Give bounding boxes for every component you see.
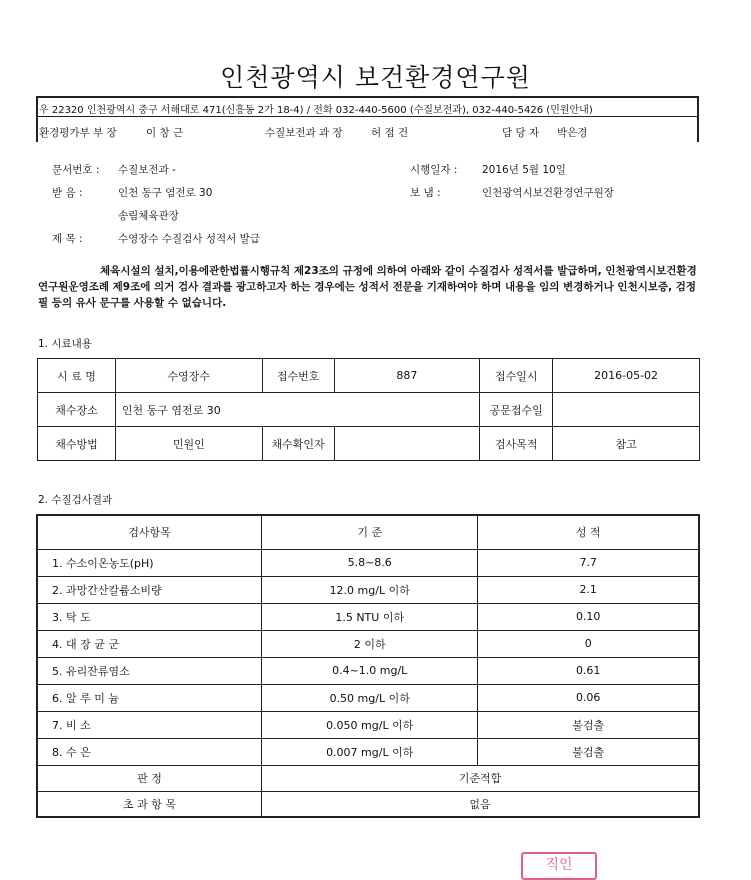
subject-label: 제 목 : xyxy=(52,233,83,245)
cell: 수영장수 xyxy=(115,359,262,393)
judgement-label: 판 정 xyxy=(37,765,262,791)
col-header: 검사항목 xyxy=(37,515,262,549)
sender-label: 보 냄 : xyxy=(410,187,441,199)
cell: 검사목적 xyxy=(480,427,553,461)
col-header: 기 준 xyxy=(262,515,478,549)
cell: 인천 동구 염전로 30 xyxy=(115,393,479,427)
table-row-result: 0.06 xyxy=(478,684,699,711)
staff-role-2: 수질보전과 과 장 xyxy=(265,127,343,139)
table-row-standard: 0.007 mg/L 이하 xyxy=(262,738,478,765)
cell: 접수번호 xyxy=(262,359,334,393)
cell: 접수일시 xyxy=(480,359,553,393)
sample-info-table xyxy=(37,358,700,461)
cell xyxy=(334,427,480,461)
recipient-value-2: 송림체육관장 xyxy=(118,210,179,222)
table-row-standard: 0.4~1.0 mg/L xyxy=(262,657,478,684)
sender-value: 인천광역시보건환경연구원장 xyxy=(482,187,614,199)
doc-no-label: 문서번호 : xyxy=(52,164,100,176)
cell: 공문접수일 xyxy=(480,393,553,427)
table-row-item: 3. 탁 도 xyxy=(37,603,262,630)
subject-value: 수영장수 수질검사 성적서 발급 xyxy=(118,233,260,245)
recipient-value: 인천 동구 염전로 30 xyxy=(118,187,213,199)
staff-role-1: 환경평가부 부 장 xyxy=(39,127,117,139)
section2-heading: 2. 수질검사결과 xyxy=(38,494,113,506)
exceed-label: 초 과 항 목 xyxy=(37,791,262,817)
table-row-result: 불검출 xyxy=(478,711,699,738)
table-row-standard: 5.8~8.6 xyxy=(262,549,478,576)
cell xyxy=(553,393,700,427)
results-table xyxy=(36,514,700,818)
exceed-value: 없음 xyxy=(262,791,699,817)
cell: 채수방법 xyxy=(38,427,116,461)
table-row-standard: 1.5 NTU 이하 xyxy=(262,603,478,630)
table-row-item: 5. 유리잔류염소 xyxy=(37,657,262,684)
table-row-item: 2. 과망간산칼륨소비량 xyxy=(37,576,262,603)
table-row-result: 2.1 xyxy=(478,576,699,603)
official-seal: 직인 xyxy=(521,852,597,880)
table-row-result: 불검출 xyxy=(478,738,699,765)
table-row-standard: 0.050 mg/L 이하 xyxy=(262,711,478,738)
staff-name-1: 이 창 근 xyxy=(146,127,184,139)
table-row-item: 6. 알 루 미 늄 xyxy=(37,684,262,711)
staff-name-2: 허 점 건 xyxy=(371,127,409,139)
doc-no-value: 수질보전과 - xyxy=(118,164,176,176)
table-row-standard: 2 이하 xyxy=(262,630,478,657)
table-row-result: 7.7 xyxy=(478,549,699,576)
cell: 시 료 명 xyxy=(38,359,116,393)
table-row-standard: 0.50 mg/L 이하 xyxy=(262,684,478,711)
cell: 채수확인자 xyxy=(262,427,334,461)
staff-name-3: 박은경 xyxy=(557,127,588,139)
date-label: 시행일자 : xyxy=(410,164,458,176)
table-row-result: 0 xyxy=(478,630,699,657)
cell: 채수장소 xyxy=(38,393,116,427)
table-row-result: 0.10 xyxy=(478,603,699,630)
judgement-value: 기준적합 xyxy=(262,765,699,791)
cell: 민원인 xyxy=(115,427,262,461)
table-row-item: 8. 수 은 xyxy=(37,738,262,765)
col-header: 성 적 xyxy=(478,515,699,549)
cell: 2016-05-02 xyxy=(553,359,700,393)
cell: 887 xyxy=(334,359,480,393)
table-row-standard: 12.0 mg/L 이하 xyxy=(262,576,478,603)
table-row-item: 7. 비 소 xyxy=(37,711,262,738)
staff-role-3: 담 당 자 xyxy=(502,127,540,139)
page-title: 인천광역시 보건환경연구원 xyxy=(220,63,531,92)
section1-heading: 1. 시료내용 xyxy=(38,338,92,350)
table-row-item: 4. 대 장 균 군 xyxy=(37,630,262,657)
cell: 참고 xyxy=(553,427,700,461)
table-row-result: 0.61 xyxy=(478,657,699,684)
recipient-label: 받 음 : xyxy=(52,187,83,199)
table-row-item: 1. 수소이온농도(pH) xyxy=(37,549,262,576)
notice-paragraph: 체육시설의 설치,이용에관한법률시행규칙 제23조의 규정에 의하여 아래와 같이 수질검사 성적서를 발급하며, 인천광역시보건환경연구원운영조례 제9조에 의거 검사 결과를 광고하고자 하는 경우에는 성적서 전문을 기재하여야 하며 내용을 임의 변경하거나 인천시보증, 검정필 등의 유사 문구를 사용할 수 없습니다. xyxy=(38,265,697,309)
address-line: 우 22320 인천광역시 중구 서해대로 471(신흥동 2가 18-4) / 전화 032-440-5600 (수질보전과), 032-440-5426 (민원안내) xyxy=(39,105,593,116)
date-value: 2016년 5월 10일 xyxy=(482,164,566,176)
